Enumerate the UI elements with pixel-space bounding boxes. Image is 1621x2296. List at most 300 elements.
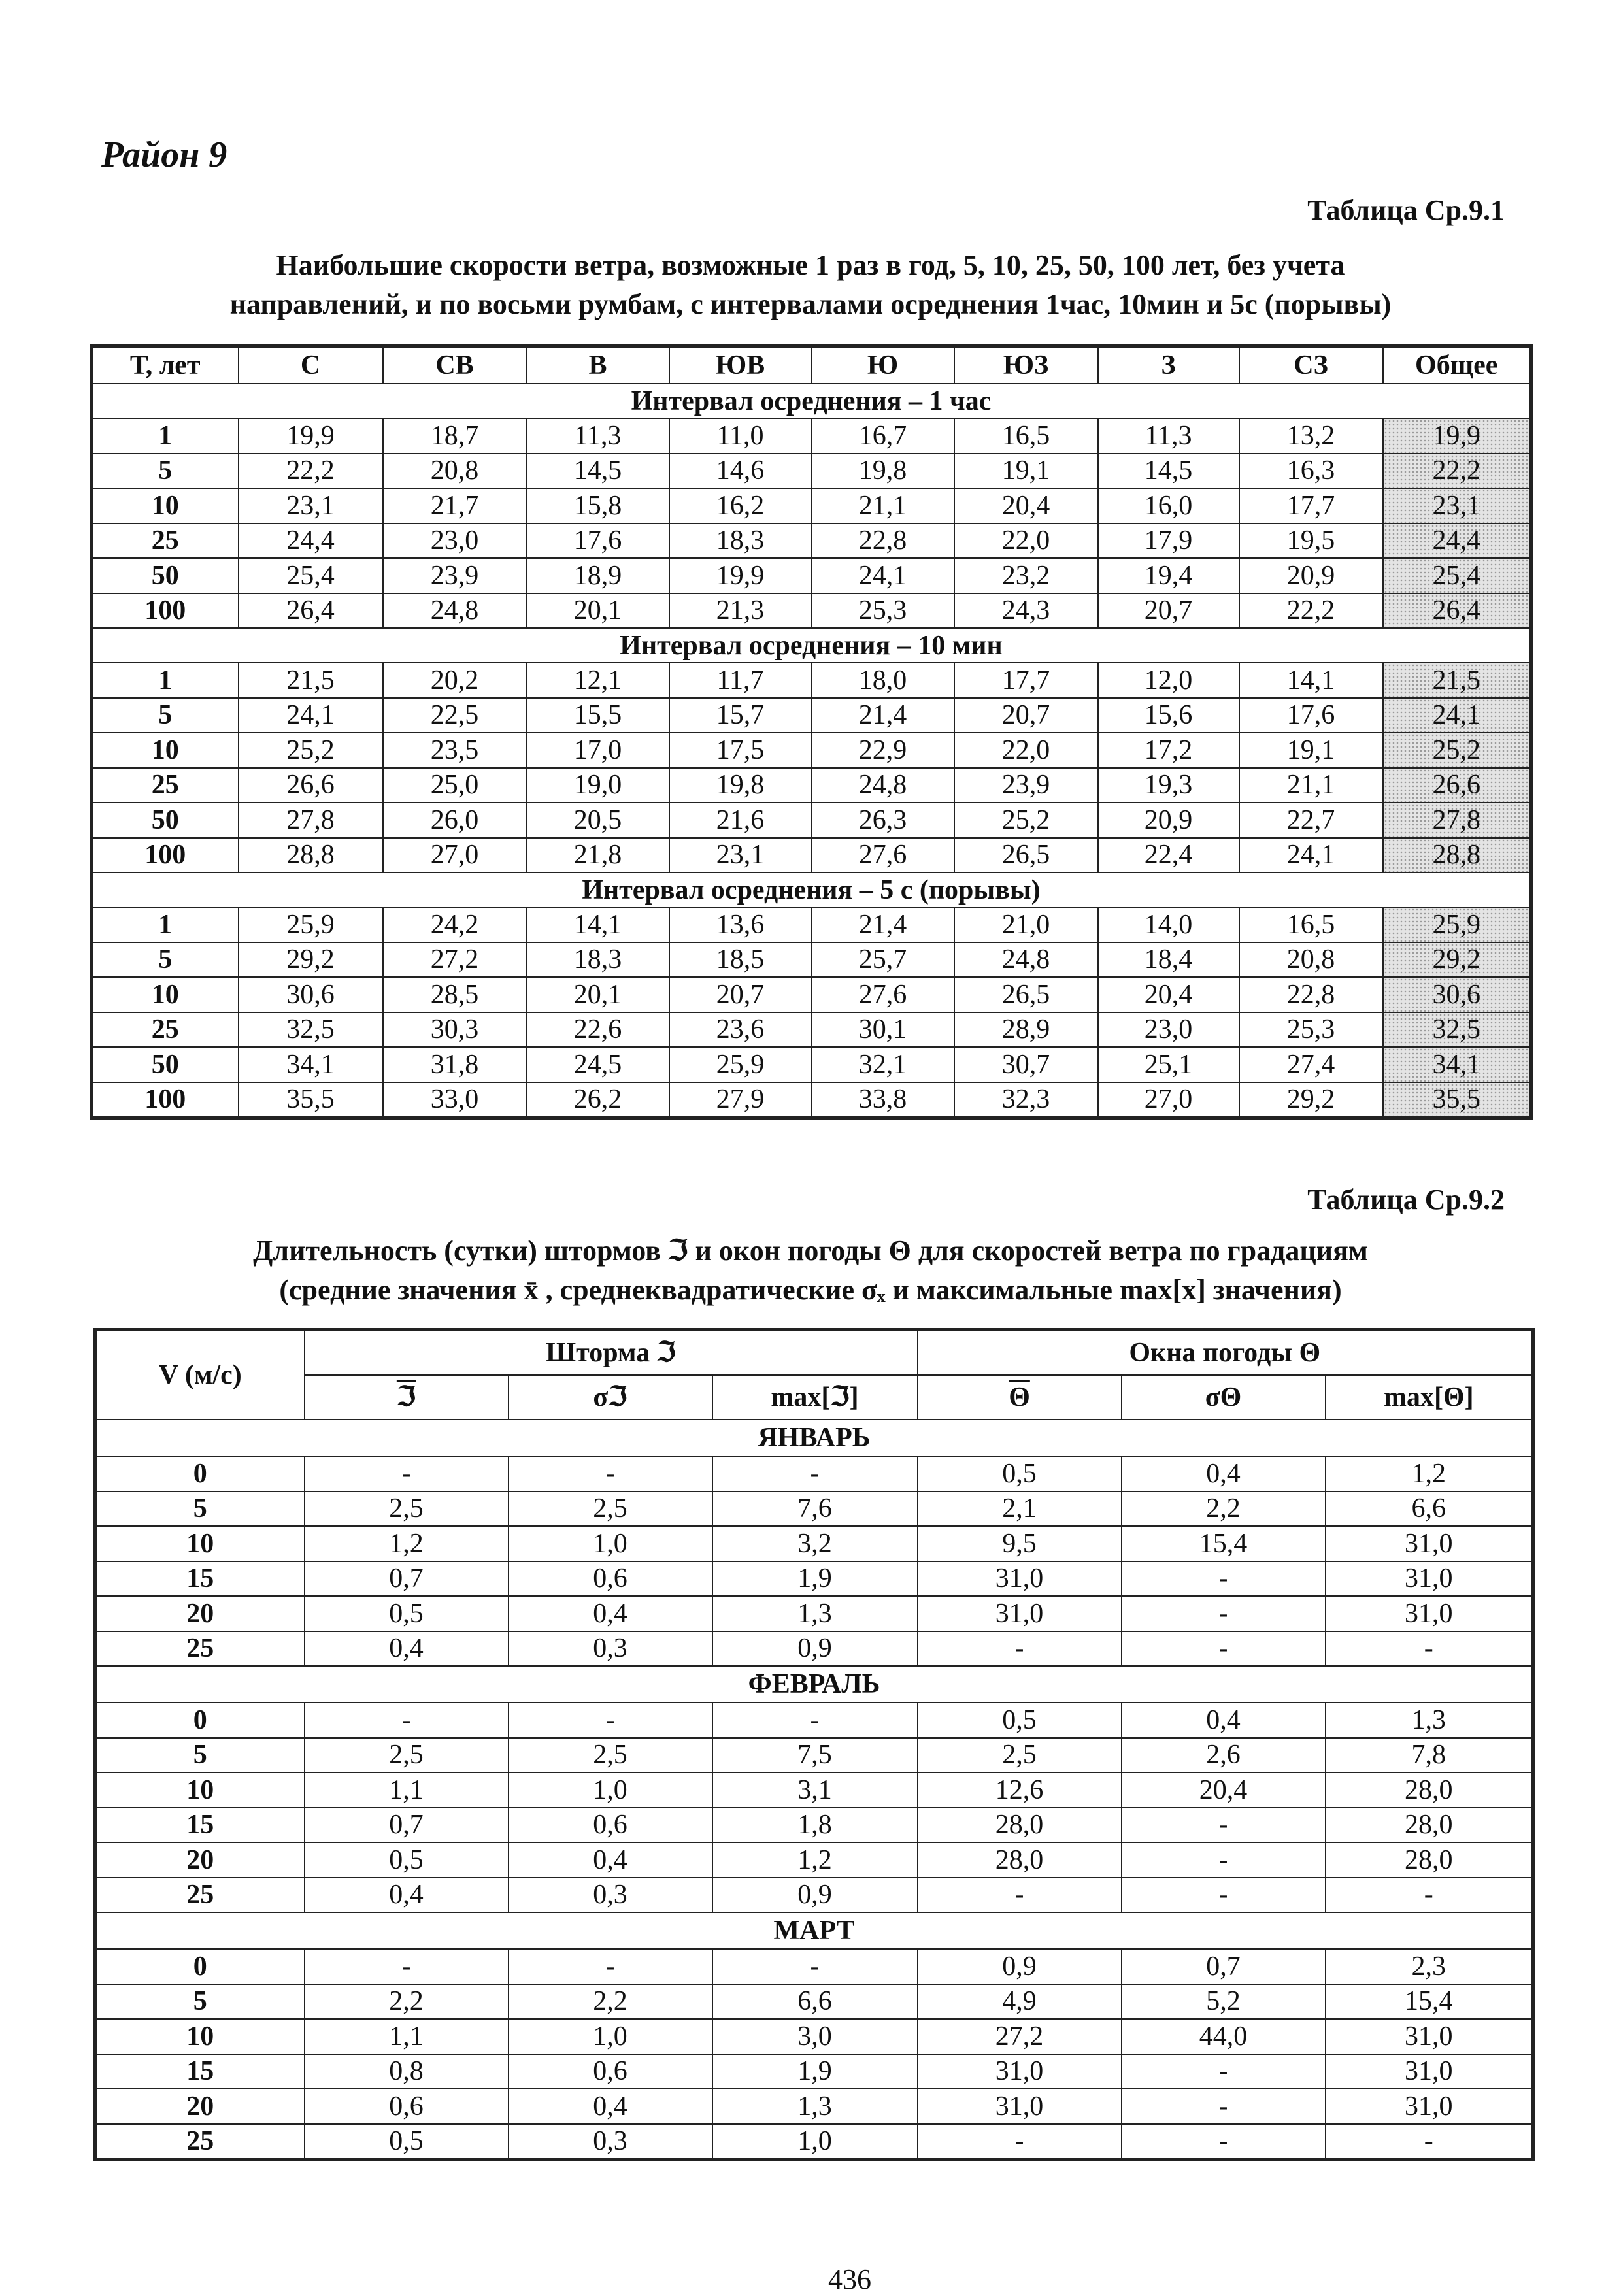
- speed-cell: 26,5: [954, 838, 1098, 873]
- table2-caption-line1: Длительность (сутки) штормов ℑ и окон погоды Θ для скоростей ветра по градациям: [253, 1235, 1368, 1267]
- value-cell: 2,2: [509, 1984, 712, 2020]
- value-cell: -: [918, 1878, 1122, 1913]
- value-cell: 31,0: [1326, 2019, 1533, 2054]
- value-cell: 1,9: [712, 1561, 918, 1597]
- table-row: [92, 838, 1531, 873]
- speed-cell: 27,0: [383, 838, 527, 873]
- value-cell: -: [305, 1703, 509, 1738]
- value-cell: 2,1: [918, 1491, 1122, 1527]
- table1-caption-line1: Наибольшие скорости ветра, возможные 1 раз в год, 5, 10, 25, 50, 100 лет, без учета: [276, 249, 1345, 281]
- speed-cell: 27,8: [1383, 803, 1531, 838]
- section-title: Интервал осреднения – 1 час: [92, 384, 1531, 418]
- speed-cell: 14,5: [527, 454, 669, 489]
- period-cell: 50: [92, 1047, 239, 1082]
- speed-cell: 19,9: [1383, 418, 1531, 454]
- speed-cell: 25,4: [239, 558, 383, 593]
- table-row: [92, 1082, 1531, 1118]
- period-cell: 10: [92, 488, 239, 524]
- speed-cell: 24,3: [954, 593, 1098, 629]
- speed-cell: 17,7: [1239, 488, 1383, 524]
- period-cell: 50: [92, 558, 239, 593]
- period-cell: 10: [92, 977, 239, 1012]
- speed-cell: 32,5: [1383, 1012, 1531, 1048]
- speed-cell: 14,6: [669, 454, 812, 489]
- value-cell: 44,0: [1122, 2019, 1326, 2054]
- value-cell: 1,2: [305, 1526, 509, 1561]
- table-row: [92, 698, 1531, 733]
- value-cell: 7,8: [1326, 1738, 1533, 1773]
- value-cell: -: [1122, 1596, 1326, 1631]
- column-header: ЮЗ: [954, 346, 1098, 384]
- speed-cell: 5: [95, 1984, 305, 2020]
- speed-cell: 12,0: [1098, 663, 1239, 698]
- table-row: [92, 942, 1531, 978]
- speed-cell: 24,1: [239, 698, 383, 733]
- table-row: [95, 2089, 1533, 2124]
- speed-cell: 20,2: [383, 663, 527, 698]
- table-row: [95, 1878, 1533, 1913]
- speed-cell: 27,4: [1239, 1047, 1383, 1082]
- speed-cell: 20,8: [1239, 942, 1383, 978]
- value-cell: 6,6: [712, 1984, 918, 2020]
- speed-cell: 19,3: [1098, 768, 1239, 803]
- speed-cell: 29,2: [1239, 1082, 1383, 1118]
- period-cell: 25: [92, 524, 239, 559]
- table-row: [95, 1561, 1533, 1597]
- speed-cell: 19,9: [239, 418, 383, 454]
- window-sigma-header: σΘ: [1122, 1375, 1326, 1420]
- value-cell: -: [305, 1456, 509, 1491]
- speed-cell: 13,2: [1239, 418, 1383, 454]
- value-cell: 2,2: [305, 1984, 509, 2020]
- speed-cell: 15,6: [1098, 698, 1239, 733]
- speed-cell: 16,5: [954, 418, 1098, 454]
- speed-cell: 32,5: [239, 1012, 383, 1048]
- speed-cell: 25: [95, 1878, 305, 1913]
- value-cell: 1,2: [1326, 1456, 1533, 1491]
- value-cell: 20,4: [1122, 1772, 1326, 1808]
- speed-cell: 26,5: [954, 977, 1098, 1012]
- speed-cell: 12,1: [527, 663, 669, 698]
- speed-cell: 25,2: [954, 803, 1098, 838]
- speed-cell: 19,9: [669, 558, 812, 593]
- speed-cell: 10: [95, 1526, 305, 1561]
- section-title: Интервал осреднения – 5 с (порывы): [92, 873, 1531, 907]
- value-cell: 28,0: [918, 1842, 1122, 1878]
- value-cell: 27,2: [918, 2019, 1122, 2054]
- value-cell: 0,5: [305, 2124, 509, 2160]
- value-cell: 0,5: [918, 1456, 1122, 1491]
- value-cell: -: [712, 1456, 918, 1491]
- value-cell: 0,4: [1122, 1703, 1326, 1738]
- value-cell: 2,5: [509, 1491, 712, 1527]
- section-title-row: [92, 628, 1531, 663]
- value-cell: -: [918, 1631, 1122, 1667]
- table-row: [95, 2124, 1533, 2160]
- speed-cell: 21,8: [527, 838, 669, 873]
- storms-header: Шторма ℑ: [305, 1330, 918, 1376]
- value-cell: 5,2: [1122, 1984, 1326, 2020]
- speed-cell: 18,4: [1098, 942, 1239, 978]
- speed-cell: 26,4: [239, 593, 383, 629]
- speed-cell: 20,9: [1239, 558, 1383, 593]
- speed-cell: 11,3: [1098, 418, 1239, 454]
- speed-cell: 29,2: [239, 942, 383, 978]
- speed-cell: 19,4: [1098, 558, 1239, 593]
- speed-cell: 35,5: [239, 1082, 383, 1118]
- speed-cell: 20,4: [954, 488, 1098, 524]
- period-cell: 100: [92, 838, 239, 873]
- table-row: [95, 2054, 1533, 2089]
- value-cell: 0,5: [918, 1703, 1122, 1738]
- value-cell: -: [1122, 1842, 1326, 1878]
- value-cell: 31,0: [1326, 1526, 1533, 1561]
- speed-cell: 24,8: [812, 768, 954, 803]
- speed-cell: 18,3: [669, 524, 812, 559]
- table1-number: Таблица Ср.9.1: [1307, 194, 1505, 226]
- value-cell: 15,4: [1326, 1984, 1533, 2020]
- speed-cell: 30,6: [1383, 977, 1531, 1012]
- speed-cell: 0: [95, 1456, 305, 1491]
- speed-cell: 21,4: [812, 907, 954, 942]
- value-cell: 2,6: [1122, 1738, 1326, 1773]
- value-cell: -: [1122, 1808, 1326, 1843]
- speed-cell: 18,5: [669, 942, 812, 978]
- speed-cell: 19,5: [1239, 524, 1383, 559]
- value-cell: 31,0: [918, 1561, 1122, 1597]
- speed-cell: 13,6: [669, 907, 812, 942]
- value-cell: 0,9: [712, 1631, 918, 1667]
- speed-cell: 21,1: [812, 488, 954, 524]
- value-cell: 0,8: [305, 2054, 509, 2089]
- speed-cell: 14,0: [1098, 907, 1239, 942]
- wind-speed-table: [90, 344, 1533, 1120]
- table-row: [95, 1842, 1533, 1878]
- speed-cell: 15,8: [527, 488, 669, 524]
- value-cell: 0,4: [509, 2089, 712, 2124]
- speed-cell: 22,6: [527, 1012, 669, 1048]
- speed-cell: 16,0: [1098, 488, 1239, 524]
- speed-cell: 21,6: [669, 803, 812, 838]
- value-cell: 0,3: [509, 2124, 712, 2160]
- speed-cell: 17,6: [1239, 698, 1383, 733]
- table-row: [92, 907, 1531, 942]
- value-cell: -: [1122, 1878, 1326, 1913]
- speed-cell: 21,0: [954, 907, 1098, 942]
- speed-cell: 18,3: [527, 942, 669, 978]
- column-header: Ю: [812, 346, 954, 384]
- value-cell: 1,0: [712, 2124, 918, 2160]
- month-title: МАРТ: [95, 1912, 1533, 1949]
- value-cell: 1,3: [712, 2089, 918, 2124]
- value-cell: -: [1122, 2089, 1326, 2124]
- value-cell: 1,2: [712, 1842, 918, 1878]
- period-cell: 50: [92, 803, 239, 838]
- value-cell: 2,5: [305, 1738, 509, 1773]
- speed-cell: 15,7: [669, 698, 812, 733]
- speed-cell: 0: [95, 1703, 305, 1738]
- column-header: СВ: [383, 346, 527, 384]
- value-cell: 15,4: [1122, 1526, 1326, 1561]
- table-row: [95, 1738, 1533, 1773]
- speed-cell: 20,9: [1098, 803, 1239, 838]
- speed-cell: 24,1: [1383, 698, 1531, 733]
- speed-cell: 22,5: [383, 698, 527, 733]
- period-cell: 100: [92, 593, 239, 629]
- speed-cell: 24,5: [527, 1047, 669, 1082]
- value-cell: -: [305, 1949, 509, 1984]
- speed-cell: 30,6: [239, 977, 383, 1012]
- value-cell: -: [712, 1703, 918, 1738]
- value-cell: 31,0: [1326, 2089, 1533, 2124]
- table2-number: Таблица Ср.9.2: [1307, 1184, 1505, 1216]
- value-cell: 0,3: [509, 1631, 712, 1667]
- table-row: [95, 2019, 1533, 2054]
- value-cell: 31,0: [918, 1596, 1122, 1631]
- section-title-row: [92, 384, 1531, 418]
- speed-cell: 29,2: [1383, 942, 1531, 978]
- speed-cell: 18,9: [527, 558, 669, 593]
- month-row: [95, 1912, 1533, 1949]
- speed-cell: 25,2: [1383, 733, 1531, 768]
- speed-cell: 22,9: [812, 733, 954, 768]
- speed-cell: 26,0: [383, 803, 527, 838]
- speed-cell: 17,7: [954, 663, 1098, 698]
- table-row: [95, 1984, 1533, 2020]
- table-row: [95, 1491, 1533, 1527]
- value-cell: 0,5: [305, 1842, 509, 1878]
- value-cell: 0,4: [509, 1596, 712, 1631]
- speed-cell: 27,6: [812, 838, 954, 873]
- value-cell: 1,3: [1326, 1703, 1533, 1738]
- speed-cell: 25,9: [669, 1047, 812, 1082]
- value-cell: -: [1122, 1561, 1326, 1597]
- speed-cell: 20,8: [383, 454, 527, 489]
- column-header: СЗ: [1239, 346, 1383, 384]
- speed-cell: 33,0: [383, 1082, 527, 1118]
- column-header: Т, лет: [92, 346, 239, 384]
- speed-cell: 16,3: [1239, 454, 1383, 489]
- speed-cell: 15: [95, 1808, 305, 1843]
- speed-cell: 20,7: [954, 698, 1098, 733]
- table-row: [95, 1526, 1533, 1561]
- speed-cell: 22,2: [239, 454, 383, 489]
- speed-cell: 34,1: [239, 1047, 383, 1082]
- value-cell: 1,3: [712, 1596, 918, 1631]
- value-cell: 0,6: [509, 2054, 712, 2089]
- value-cell: 31,0: [918, 2054, 1122, 2089]
- value-cell: 0,4: [509, 1842, 712, 1878]
- value-cell: -: [509, 1703, 712, 1738]
- table-row: [95, 1596, 1533, 1631]
- value-cell: 2,5: [509, 1738, 712, 1773]
- speed-cell: 25,9: [1383, 907, 1531, 942]
- speed-cell: 22,2: [1239, 593, 1383, 629]
- speed-cell: 23,5: [383, 733, 527, 768]
- speed-cell: 27,9: [669, 1082, 812, 1118]
- speed-cell: 19,0: [527, 768, 669, 803]
- value-cell: 28,0: [1326, 1772, 1533, 1808]
- value-cell: 0,5: [305, 1596, 509, 1631]
- speed-cell: 14,1: [1239, 663, 1383, 698]
- table-row: [92, 418, 1531, 454]
- speed-cell: 26,6: [239, 768, 383, 803]
- speed-cell: 33,8: [812, 1082, 954, 1118]
- speed-cell: 24,4: [239, 524, 383, 559]
- speed-cell: 20,1: [527, 977, 669, 1012]
- speed-cell: 35,5: [1383, 1082, 1531, 1118]
- speed-cell: 24,4: [1383, 524, 1531, 559]
- value-cell: 0,6: [509, 1808, 712, 1843]
- table-row: [92, 593, 1531, 629]
- value-cell: 12,6: [918, 1772, 1122, 1808]
- storm-mean-header: ℑ: [305, 1375, 509, 1420]
- section-title-row: [92, 873, 1531, 907]
- period-cell: 1: [92, 418, 239, 454]
- table1-caption-line2: направлений, и по восьми румбам, с интервалами осреднения 1час, 10мин и 5с (порывы): [229, 288, 1392, 320]
- speed-cell: 26,3: [812, 803, 954, 838]
- value-cell: 7,6: [712, 1491, 918, 1527]
- value-cell: 0,3: [509, 1878, 712, 1913]
- speed-cell: 25,3: [812, 593, 954, 629]
- value-cell: 31,0: [1326, 1596, 1533, 1631]
- speed-cell: 24,1: [1239, 838, 1383, 873]
- period-cell: 5: [92, 454, 239, 489]
- value-cell: 31,0: [918, 2089, 1122, 2124]
- table-row: [92, 558, 1531, 593]
- speed-cell: 11,3: [527, 418, 669, 454]
- table-row: [92, 454, 1531, 489]
- table-row: [92, 733, 1531, 768]
- speed-cell: 14,5: [1098, 454, 1239, 489]
- speed-cell: 10: [95, 2019, 305, 2054]
- speed-cell: 30,3: [383, 1012, 527, 1048]
- value-cell: 0,9: [712, 1878, 918, 1913]
- speed-cell: 23,1: [239, 488, 383, 524]
- speed-cell: 23,1: [1383, 488, 1531, 524]
- speed-cell: 5: [95, 1738, 305, 1773]
- speed-cell: 22,0: [954, 524, 1098, 559]
- speed-cell: 16,5: [1239, 907, 1383, 942]
- speed-cell: 28,8: [239, 838, 383, 873]
- speed-cell: 31,8: [383, 1047, 527, 1082]
- speed-cell: 25,4: [1383, 558, 1531, 593]
- speed-cell: 22,7: [1239, 803, 1383, 838]
- table-row: [95, 1949, 1533, 1984]
- speed-cell: 24,8: [383, 593, 527, 629]
- value-cell: 31,0: [1326, 2054, 1533, 2089]
- storm-duration-table: [93, 1328, 1535, 2161]
- column-header: С: [239, 346, 383, 384]
- month-title: ФЕВРАЛЬ: [95, 1666, 1533, 1703]
- speed-cell: 25,1: [1098, 1047, 1239, 1082]
- period-cell: 5: [92, 942, 239, 978]
- speed-cell: 20,4: [1098, 977, 1239, 1012]
- value-cell: 0,6: [509, 1561, 712, 1597]
- speed-cell: 21,7: [383, 488, 527, 524]
- speed-cell: 0: [95, 1949, 305, 1984]
- speed-cell: 24,8: [954, 942, 1098, 978]
- value-cell: 3,2: [712, 1526, 918, 1561]
- speed-cell: 21,1: [1239, 768, 1383, 803]
- speed-cell: 24,2: [383, 907, 527, 942]
- value-cell: 3,0: [712, 2019, 918, 2054]
- speed-cell: 23,2: [954, 558, 1098, 593]
- speed-cell: 20,7: [1098, 593, 1239, 629]
- value-cell: 1,0: [509, 2019, 712, 2054]
- speed-cell: 20: [95, 1596, 305, 1631]
- table-row: [92, 663, 1531, 698]
- value-cell: 28,0: [918, 1808, 1122, 1843]
- value-cell: 1,9: [712, 2054, 918, 2089]
- table-row: [95, 1772, 1533, 1808]
- speed-cell: 18,0: [812, 663, 954, 698]
- value-cell: 0,9: [918, 1949, 1122, 1984]
- value-cell: 0,4: [1122, 1456, 1326, 1491]
- speed-cell: 20,1: [527, 593, 669, 629]
- table-row: [95, 1703, 1533, 1738]
- speed-cell: 28,8: [1383, 838, 1531, 873]
- value-cell: 6,6: [1326, 1491, 1533, 1527]
- speed-cell: 24,1: [812, 558, 954, 593]
- speed-cell: 17,5: [669, 733, 812, 768]
- value-cell: -: [1122, 2124, 1326, 2160]
- speed-cell: 20: [95, 1842, 305, 1878]
- value-cell: -: [1122, 1631, 1326, 1667]
- value-cell: 9,5: [918, 1526, 1122, 1561]
- speed-cell: 21,4: [812, 698, 954, 733]
- value-cell: 0,6: [305, 2089, 509, 2124]
- table2-header-row-2: [95, 1375, 1533, 1420]
- speed-cell: 22,8: [812, 524, 954, 559]
- table2-caption-line2: (средние значения x̄ , среднеквадратические σₓ и максимальные max[x] значения): [279, 1274, 1342, 1306]
- period-cell: 5: [92, 698, 239, 733]
- window-mean-header: $\overline{\Theta}$: [918, 1375, 1122, 1420]
- value-cell: 2,2: [1122, 1491, 1326, 1527]
- speed-cell: 23,9: [383, 558, 527, 593]
- table-row: [92, 768, 1531, 803]
- speed-cell: 20,5: [527, 803, 669, 838]
- speed-cell: 21,5: [239, 663, 383, 698]
- value-cell: 28,0: [1326, 1808, 1533, 1843]
- speed-cell: 5: [95, 1491, 305, 1527]
- column-header: З: [1098, 346, 1239, 384]
- window-max-header: max[Θ]: [1326, 1375, 1533, 1420]
- speed-cell: 28,9: [954, 1012, 1098, 1048]
- speed-cell: 25,0: [383, 768, 527, 803]
- value-cell: 0,4: [305, 1631, 509, 1667]
- table-row: [92, 1012, 1531, 1048]
- value-cell: 1,1: [305, 1772, 509, 1808]
- speed-cell: 15,5: [527, 698, 669, 733]
- speed-cell: 15: [95, 1561, 305, 1597]
- speed-cell: 26,6: [1383, 768, 1531, 803]
- value-cell: -: [1122, 2054, 1326, 2089]
- period-cell: 1: [92, 663, 239, 698]
- period-cell: 100: [92, 1082, 239, 1118]
- value-cell: -: [1326, 1878, 1533, 1913]
- speed-cell: 23,0: [1098, 1012, 1239, 1048]
- speed-cell: 22,8: [1239, 977, 1383, 1012]
- value-cell: 0,7: [305, 1561, 509, 1597]
- month-row: [95, 1666, 1533, 1703]
- value-cell: 4,9: [918, 1984, 1122, 2020]
- speed-cell: 27,6: [812, 977, 954, 1012]
- table1-header-row: [92, 346, 1531, 384]
- speed-cell: 25,2: [239, 733, 383, 768]
- speed-cell: 30,1: [812, 1012, 954, 1048]
- section-title: Интервал осреднения – 10 мин: [92, 628, 1531, 663]
